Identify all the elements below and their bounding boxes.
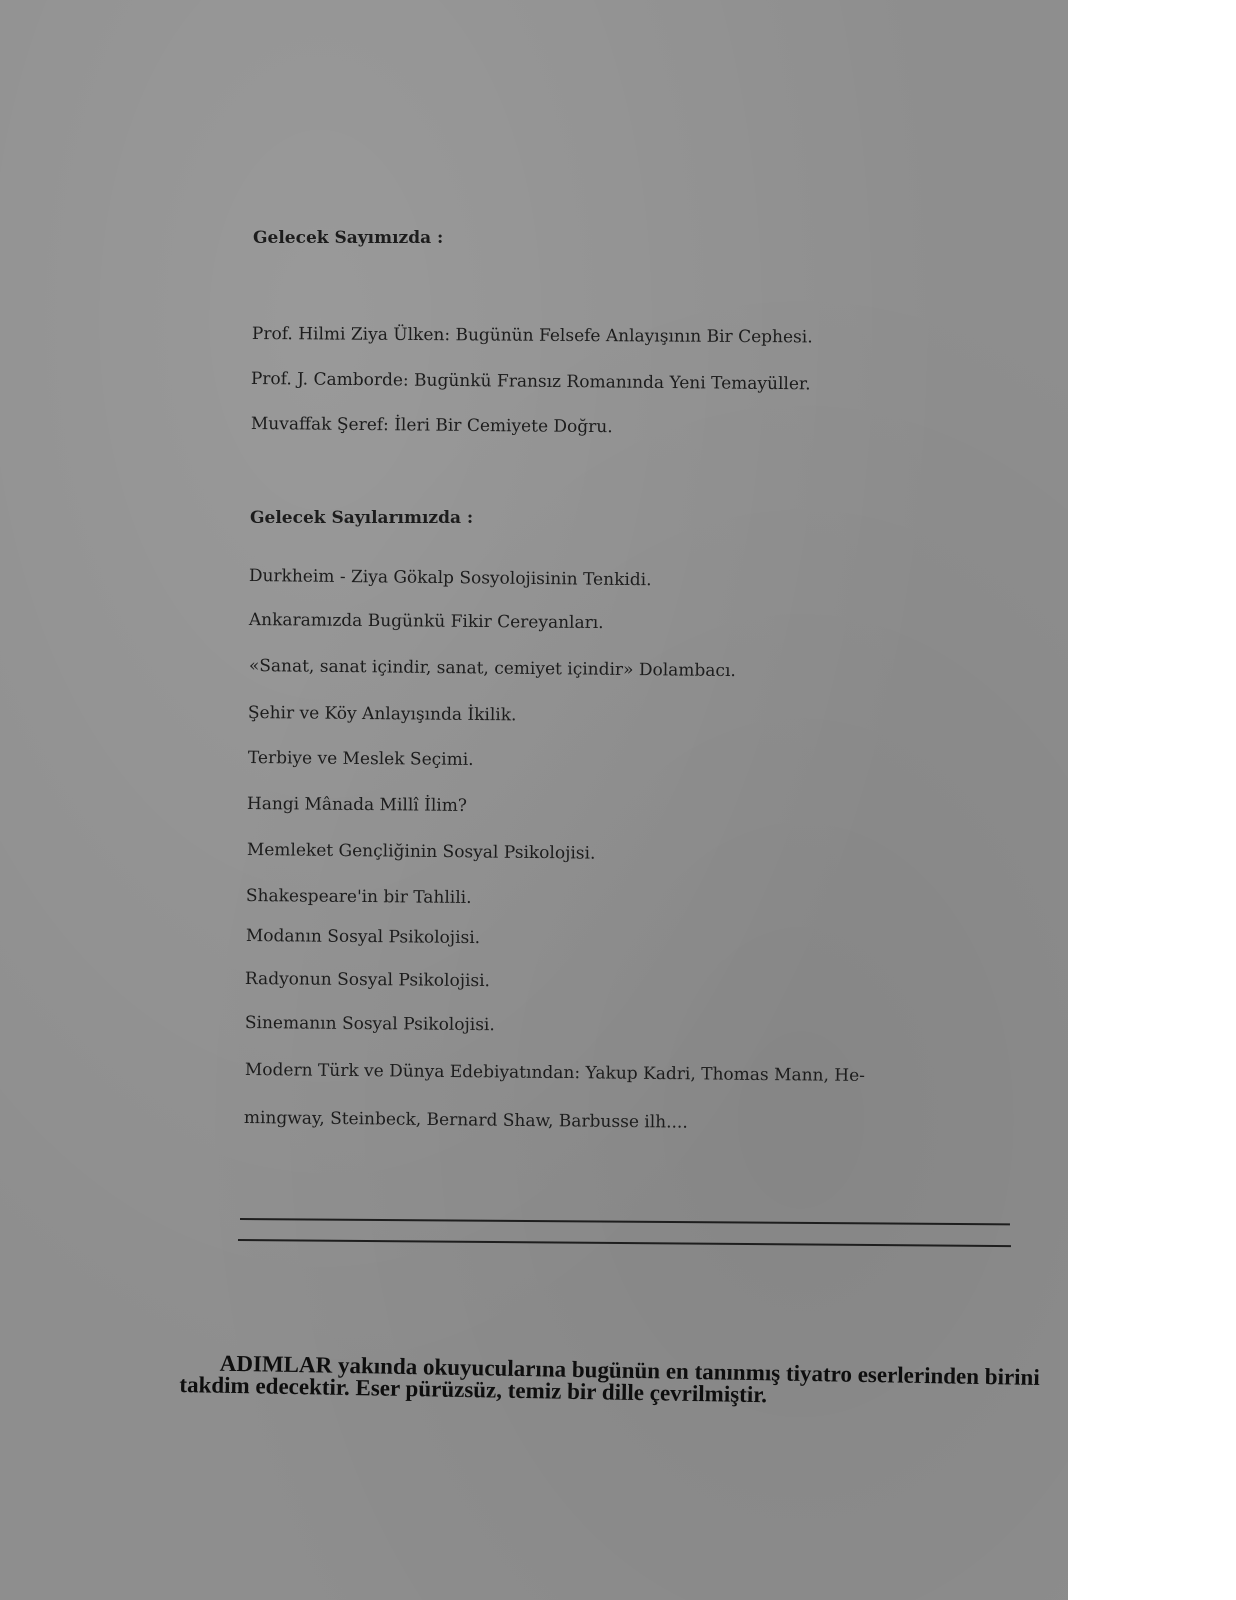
divider-rule-bottom xyxy=(238,1239,1011,1247)
future-issues-item: Modern Türk ve Dünya Edebiyatından: Yakup Kadri, Thomas Mann, He- xyxy=(244,1060,866,1086)
future-issues-item: «Sanat, sanat içindir, sanat, cemiyet içindir» Dolambacı. xyxy=(248,656,736,682)
future-issues-item: Ankaramızda Bugünkü Fikir Cereyanları. xyxy=(248,610,604,634)
future-issues-item: Memleket Gençliğinin Sosyal Psikolojisi. xyxy=(246,840,596,864)
future-issues-heading: Gelecek Sayılarımızda : xyxy=(250,508,474,528)
future-issues-item: Modanın Sosyal Psikolojisi. xyxy=(245,926,481,949)
announcement-paragraph: ADIMLAR yakında okuyucularına bugünün en tanınmış tiyatro eserlerinden birini takdim edecektir. Eser pürüzsüz, temiz bir dille çevrilmiştir. xyxy=(179,1350,1040,1408)
future-issues-item: Şehir ve Köy Anlayışında İkilik. xyxy=(247,703,517,726)
next-issue-item: Prof. Hilmi Ziya Ülken: Bugünün Felsefe Anlayışının Bir Cephesi. xyxy=(251,324,813,348)
future-issues-item: Sinemanın Sosyal Psikolojisi. xyxy=(244,1013,495,1036)
future-issues-item: Radyonun Sosyal Psikolojisi. xyxy=(244,969,491,992)
future-issues-item: Shakespeare'in bir Tahlili. xyxy=(245,886,472,908)
divider-rule-top xyxy=(240,1218,1010,1225)
next-issue-item: Prof. J. Camborde: Bugünkü Fransız Romanında Yeni Temayüller. xyxy=(250,369,811,395)
next-issue-heading: Gelecek Sayımızda : xyxy=(253,228,444,248)
next-issue-item: Muvaffak Şeref: İleri Bir Cemiyete Doğru. xyxy=(250,414,613,438)
future-issues-item: Durkheim - Ziya Gökalp Sosyolojisinin Tenkidi. xyxy=(248,566,652,591)
future-issues-item: mingway, Steinbeck, Bernard Shaw, Barbusse ilh.... xyxy=(243,1108,688,1133)
future-issues-item: Hangi Mânada Millî İlim? xyxy=(246,794,468,816)
future-issues-item: Terbiye ve Meslek Seçimi. xyxy=(247,748,474,770)
